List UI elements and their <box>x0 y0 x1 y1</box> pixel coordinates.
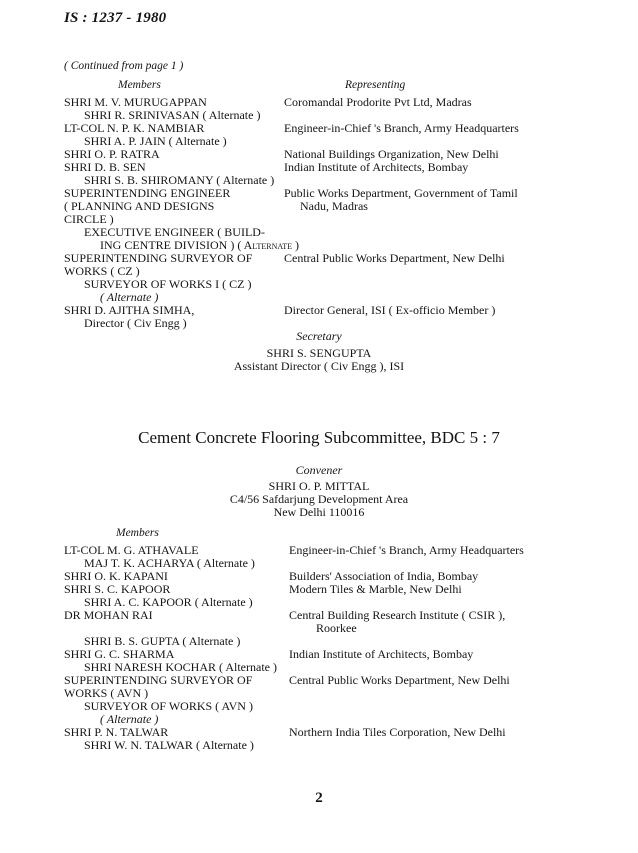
member-line: SUPERINTENDING SURVEYOR OF <box>64 251 253 265</box>
member-line: ING CENTRE DIVISION ) ( Alternate ) <box>100 238 300 252</box>
member-line: SHRI A. P. JAIN ( Alternate ) <box>84 134 227 148</box>
representing-line: Central Public Works Department, New Delhi <box>289 673 510 687</box>
representing-line: Central Building Research Institute ( CSIR ), <box>289 608 506 622</box>
member-line: SHRI NARESH KOCHAR ( Alternate ) <box>84 660 277 674</box>
member-line: SHRI O. K. KAPANI <box>64 569 168 583</box>
member-line: SHRI D. B. SEN <box>64 160 146 174</box>
member-line: SURVEYOR OF WORKS ( AVN ) <box>84 699 253 713</box>
representing-line: Indian Institute of Architects, Bombay <box>289 647 474 661</box>
member-line: MAJ T. K. ACHARYA ( Alternate ) <box>84 556 255 570</box>
representing-line: Public Works Department, Government of Tamil <box>284 186 518 200</box>
representing-line: Northern India Tiles Corporation, New Delhi <box>289 725 506 739</box>
member-line: CIRCLE ) <box>64 212 114 226</box>
member-line: SUPERINTENDING ENGINEER <box>64 186 231 200</box>
member-line: SHRI W. N. TALWAR ( Alternate ) <box>84 738 254 752</box>
representing-line: Modern Tiles & Marble, New Delhi <box>289 582 462 596</box>
representing-header: Representing <box>345 79 406 91</box>
members-header: Members <box>116 527 159 539</box>
member-line: SURVEYOR OF WORKS I ( CZ ) <box>84 277 252 291</box>
secretary-title: Assistant Director ( Civ Engg ), ISI <box>233 359 405 373</box>
member-line: SHRI B. S. GUPTA ( Alternate ) <box>84 634 241 648</box>
member-line: LT-COL M. G. ATHAVALE <box>64 543 199 557</box>
member-line: SHRI R. SRINIVASAN ( Alternate ) <box>84 108 261 122</box>
member-line: SHRI S. B. SHIROMANY ( Alternate ) <box>84 173 275 187</box>
secretary-header: Secretary <box>296 329 342 343</box>
members-header: Members <box>118 79 161 91</box>
secretary-name: SHRI S. SENGUPTA <box>266 346 372 360</box>
representing-line: Nadu, Madras <box>300 199 368 213</box>
member-line: SHRI O. P. RATRA <box>64 147 160 161</box>
member-line: SHRI P. N. TALWAR <box>64 725 169 739</box>
member-line: SHRI M. V. MURUGAPPAN <box>64 95 207 109</box>
representing-line: Builders' Association of India, Bombay <box>289 569 479 583</box>
member-line: ( Alternate ) <box>100 712 159 726</box>
representing-line: Roorkee <box>316 621 357 635</box>
member-line: LT-COL N. P. K. NAMBIAR <box>64 121 205 135</box>
member-line: ( Alternate ) <box>100 290 159 304</box>
representing-line: National Buildings Organization, New Delhi <box>284 147 499 161</box>
representing-line: Coromandal Prodorite Pvt Ltd, Madras <box>284 95 472 109</box>
member-line: EXECUTIVE ENGINEER ( BUILD- <box>84 225 265 239</box>
representing-line: Central Public Works Department, New Delhi <box>284 251 505 265</box>
member-line: WORKS ( CZ ) <box>64 264 140 278</box>
member-line: Director ( Civ Engg ) <box>84 316 187 330</box>
member-line: WORKS ( AVN ) <box>64 686 149 700</box>
continued-note: ( Continued from page 1 ) <box>64 60 184 72</box>
page-number: 2 <box>315 790 323 806</box>
representing-line: Director General, ISI ( Ex-officio Member ) <box>284 303 496 317</box>
representing-line: Indian Institute of Architects, Bombay <box>284 160 469 174</box>
subcommittee-title: Cement Concrete Flooring Subcommittee, BDC 5 : 7 <box>138 428 500 447</box>
member-line: SHRI S. C. KAPOOR <box>64 582 171 596</box>
standard-number: IS : 1237 - 1980 <box>64 10 167 26</box>
convener-address: New Delhi 110016 <box>273 505 365 519</box>
member-line: ( PLANNING AND DESIGNS <box>64 199 215 213</box>
convener-name: SHRI O. P. MITTAL <box>268 479 370 493</box>
member-line: SHRI A. C. KAPOOR ( Alternate ) <box>84 595 253 609</box>
member-line: SHRI G. C. SHARMA <box>64 647 175 661</box>
member-line: SHRI D. AJITHA SIMHA, <box>64 303 195 317</box>
representing-line: Engineer-in-Chief 's Branch, Army Headquarters <box>289 543 524 557</box>
member-line: SUPERINTENDING SURVEYOR OF <box>64 673 253 687</box>
member-line: DR MOHAN RAI <box>64 608 153 622</box>
convener-address: C4/56 Safdarjung Development Area <box>229 492 409 506</box>
representing-line: Engineer-in-Chief 's Branch, Army Headquarters <box>284 121 519 135</box>
convener-header: Convener <box>295 463 343 477</box>
